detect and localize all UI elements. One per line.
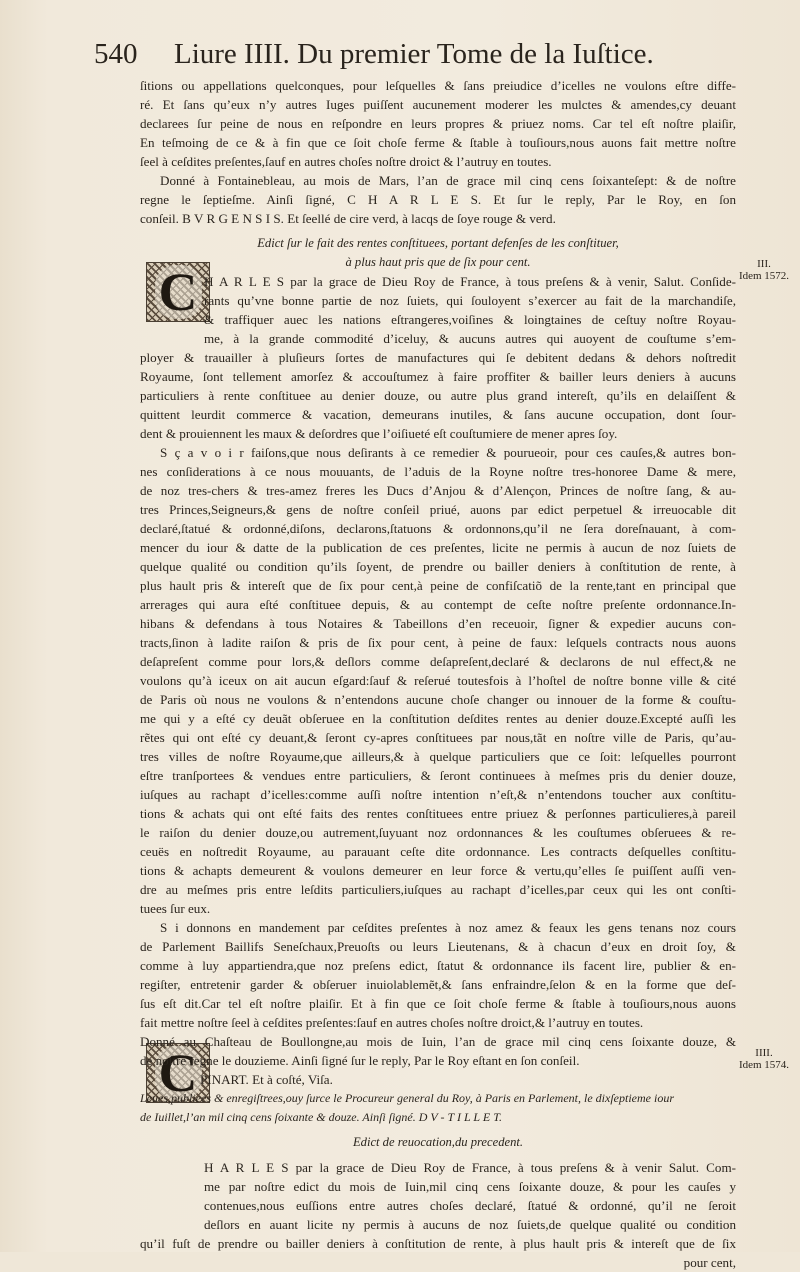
text-line: quittent leurdit commerce & vacation, demeurans inutiles, & ſans aucune occupation, dont ſour- bbox=[140, 407, 736, 422]
text-line: arrerages qui aura eſté conſtituee depuis, & au contempt de ceſte noſtre preſente ordonnance.In- bbox=[140, 597, 736, 612]
text-line: declaré,ſtatué & ordonné,diſons, declarons,ſtatuons & ordonnons,qu’il ne ſera doreſnauant, à com- bbox=[140, 521, 736, 536]
text-line: Donné à Fontainebleau, au mois de Mars, l’an de grace mil cinq cens ſoixanteſept: & de noſtre bbox=[160, 173, 736, 188]
text-line: tres Princes,Seigneurs,& gens de noſtre conſeil priué, auons par edict perpetuel & irreuocable dit bbox=[140, 502, 736, 517]
text-line: Royaume, ſont tellement amorſez & accouſtumez à faire proffiter & bailler leurs deniers à aucuns bbox=[140, 369, 736, 384]
registration-note: Leues,publiees & enregiſtrees,ouy ſurce le Procureur general du Roy, à Paris en Parlement, le dixſeptieme iour bbox=[140, 1091, 674, 1105]
text-line: tions & achapts demeurent & voulons demeurer en leur force & vertu,qu’elles ſe puiſſent auſſi ven- bbox=[140, 863, 736, 878]
text-line: declarees ſur peine de nous en reſpondre en leurs propres & priuez noms. Car tel eſt noſtre plaiſir, bbox=[140, 116, 736, 131]
text-line: voulons qu’à iceux on ait aucun eſgard:ſauf & reſerué toutesfois à l’hoſtel de noſtre bonne ville & cité bbox=[140, 673, 736, 688]
margin-note-label: IIII. bbox=[755, 1047, 773, 1059]
text-line: conſeil. B V R G E N S I S. Et ſeellé de cire verd, à lacqs de ſoye rouge & verd. bbox=[140, 211, 556, 226]
text-line: plus hault pris & intereſt que de ſix pour cent,à peine de confiſcatiõ de la rente,tant en principal que bbox=[140, 578, 736, 593]
edict-rubric: Edict ſur le fait des rentes conſtituees, portant defenſes de les conſtituer, bbox=[257, 236, 619, 250]
text-line: ployer & trauailler à pluſieurs ſortes de manufactures qui ſe debitent dedans & dehors noſtredit bbox=[140, 350, 736, 365]
registration-note: de Iuillet,l’an mil cinq cens ſoixante & douze. Ainſi ſigné. D V - T I L L E T. bbox=[140, 1110, 502, 1124]
text-line: me, à la grande commodité d’iceluy, & aucuns autres qui auoyent de couſtume s’em- bbox=[204, 331, 736, 346]
text-line: En teſmoing de ce & à fin que ce ſoit choſe ferme & ſtable à touſiours,nous auons fait mettre noſtre bbox=[140, 135, 736, 150]
margin-note-ref: Idem 1574. bbox=[738, 1059, 790, 1071]
text-line: iuſques au rachapt d’icelles:comme auſſi noſtre intention n’eſt,& n’entendons toucher aux conſtitu- bbox=[140, 787, 736, 802]
text-line: particuliers à rente conſtituee au denier douze, ou autre plus grand intereſt, qu’ils en delaiſſent & bbox=[140, 388, 736, 403]
text-line: me par noſtre edict du mois de Iuin,mil cinq cens ſoixante douze, & pour les cauſes y bbox=[204, 1179, 736, 1194]
text-line: ceuës en noſtredit Royaume, au parauant ceſte dite ordonnance. Les contracts deſquelles conſtitu- bbox=[140, 844, 736, 859]
text-line: Donné au Chaſteau de Boullongne,au mois de Iuin, l’an de grace mil cinq cens ſoixante douze, & bbox=[140, 1034, 736, 1049]
text-line: nes conſiderations à ce nous mouuants, de l’aduis de la Royne noſtre tres-honoree Dame & mere, bbox=[140, 464, 736, 479]
text-line: tracts,ſinon à ladite raiſon & pris de ſix pour cent, à peine de faux: leſquels contracts nous auons bbox=[140, 635, 736, 650]
text-line: ſus eſt dit.Car tel eſt noſtre plaiſir. Et à fin que ce ſoit choſe ferme & ſtable à touſiours,nous auons bbox=[140, 996, 736, 1011]
text-line: de noz tres-chers & tres-amez freres les Ducs d’Anjou & d’Alençon, Princes de noſtre ſang, & au- bbox=[140, 483, 736, 498]
text-line: de Parlement Baillifs Seneſchaux,Preuoſts ou leurs Lieutenans, & à chacun d’eux en droit ſoy, & bbox=[140, 939, 736, 954]
page-number: 540 bbox=[94, 38, 138, 70]
text-line: dent & prouiennent les maux & deſordres que l’oiſiueté eſt couſtumiere de mener apres ſoy. bbox=[140, 426, 618, 441]
edict-rubric: Edict de reuocation,du precedent. bbox=[352, 1135, 524, 1149]
initial-letter: C bbox=[155, 1046, 202, 1100]
text-line: quelque qualité ou condition qu’ils ſoyent, de prendre ou bailler deniers à conſtitution de rente, à bbox=[140, 559, 736, 574]
text-line: tres villes de noſtre Royaume,que ailleurs,& à quelque particuliers que ce ſoit: leſquelles pourront bbox=[140, 749, 736, 764]
text-body bbox=[140, 76, 736, 1272]
text-line: S i donnons en mandement par ceſdites preſentes à noz amez & feaux les gens tenans noz cours bbox=[160, 920, 736, 935]
text-line: pour cent, bbox=[683, 1255, 736, 1270]
text-line: H A R L E S par la grace de Dieu Roy de France, à tous preſens & à venir, Salut. Conſide- bbox=[204, 274, 736, 289]
text-line: ſeel à ceſdites preſentes,ſauf en autres choſes noſtre droict & l’autruy en toutes. bbox=[140, 154, 552, 169]
text-line: tions & achats qui ont eſté faits des rentes conſtituees entre priuez & perſonnes particulieres,à pareil bbox=[140, 806, 736, 821]
text-line: comme à luy appartiendra,que noz preſens edict, ſtatut & ordonnance ils facent lire, publier & en- bbox=[140, 958, 736, 973]
text-line: deſapreſent comme pour lors,& deſlors comme deſapreſent,declaré & declarons de nul effect,& ne bbox=[140, 654, 736, 669]
text-line: dre au meſmes pris entre leſdits particuliers,iuſques au rachapt d’icelles,par ceux qui les ont conſti- bbox=[140, 882, 736, 897]
margin-note-label: III. bbox=[757, 258, 771, 270]
text-line: rẽtes qui ont eſté cy deuant,& ſeront cy-apres conſtituees par nous,tãt en noſtre ville de Paris, qu’au- bbox=[140, 730, 736, 745]
text-line: fait mettre noſtre ſeel à ceſdites preſentes:ſauf en autres choſes noſtre droict,& l’autruy en toutes. bbox=[140, 1015, 644, 1030]
margin-note-iii bbox=[738, 258, 790, 282]
text-line: qu’il fuſt de prendre ou bailler deniers à conſtitution de rente, à plus hault pris & intereſt que de ſix bbox=[140, 1236, 736, 1251]
text-line: me qui y a eſté cy deuãt obſeruee en la conſtitution deſdites rentes au denier douze.Excepté auſſi les bbox=[140, 711, 736, 726]
margin-note-iiii bbox=[738, 1047, 790, 1071]
text-line: S ç a v o i r faiſons,que nous deſirants à ce remedier & pourueoir, pour ces cauſes,& autres bon- bbox=[160, 445, 736, 460]
edict-rubric: à plus haut pris que de ſix pour cent. bbox=[345, 255, 531, 269]
text-line: regiſter, entretenir garder & obſeruer inuiolablemẽt,& ſans enfraindre,ſelon & en la forme que deſ- bbox=[140, 977, 736, 992]
running-title: Liure IIII. Du premier Tome de la Iuſtice. bbox=[174, 38, 654, 70]
text-line: le raiſon du denier douze,ou autrement,ſuyuant noz ordonnances & les couſtumes obſeruees & re- bbox=[140, 825, 736, 840]
text-line: de noſtre regne le douzieme. Ainſi ſigné ſur le reply, Par le Roy eſtant en ſon conſeil. bbox=[140, 1053, 580, 1068]
text-line: & traffiquer auec les nations eſtrangeres,voiſines & loingtaines de ceſtuy noſtre Royau- bbox=[204, 312, 736, 327]
initial-letter: C bbox=[155, 265, 202, 319]
text-line: deſlors en auant licite ny permis à aucuns de noz ſuiets,de quelque qualité ou condition bbox=[204, 1217, 736, 1232]
text-line: mencer du iour & datte de la publication de ces preſentes, licite ne permis à aucun de noz ſuiets de bbox=[140, 540, 736, 555]
text-line: rants qu’vne bonne partie de noz ſuiets, qui ſouloyent s’exercer au fait de la marchandiſe, bbox=[204, 293, 736, 308]
text-line: hibans & defendans à tous Notaires & Tabeillons d’en receuoir, ſigner & expedier aucuns con- bbox=[140, 616, 736, 631]
text-line: eſtre tranſportees & vendues entre particuliers, & ſeront continuees à meſmes pris du denier douze, bbox=[140, 768, 736, 783]
text-line: de Paris où nous ne voulons & n’entendons aucune choſe changer ou innouer de la forme & couſtu- bbox=[140, 692, 736, 707]
text-line: ſitions ou appellations quelconques, pour leſquelles & ſans preiudice d’icelles ne voulons eſtre diffe- bbox=[140, 78, 736, 93]
running-header bbox=[94, 34, 734, 74]
text-line: tuees ſur eux. bbox=[140, 901, 211, 916]
text-line: contenues,nous euſſions entre autres choſes declaré, ſtatué & ordonné, qu’il ne ſeroit bbox=[204, 1198, 736, 1213]
text-line: ré. Et ſans qu’eux n’y autres Iuges puiſſent aucunement moderer les mulctes & amendes,cy deuant bbox=[140, 97, 736, 112]
signature-line: PINART. Et à coſté, Viſa. bbox=[200, 1072, 333, 1087]
text-line: regne le ſeptieſme. Ainſi ſigné, C H A R L E S. Et ſur le reply, Par le Roy, en ſon bbox=[140, 192, 736, 207]
margin-note-ref: Idem 1572. bbox=[738, 270, 790, 282]
text-line: H A R L E S par la grace de Dieu Roy de France, à tous preſens & à venir Salut. Com- bbox=[204, 1160, 736, 1175]
